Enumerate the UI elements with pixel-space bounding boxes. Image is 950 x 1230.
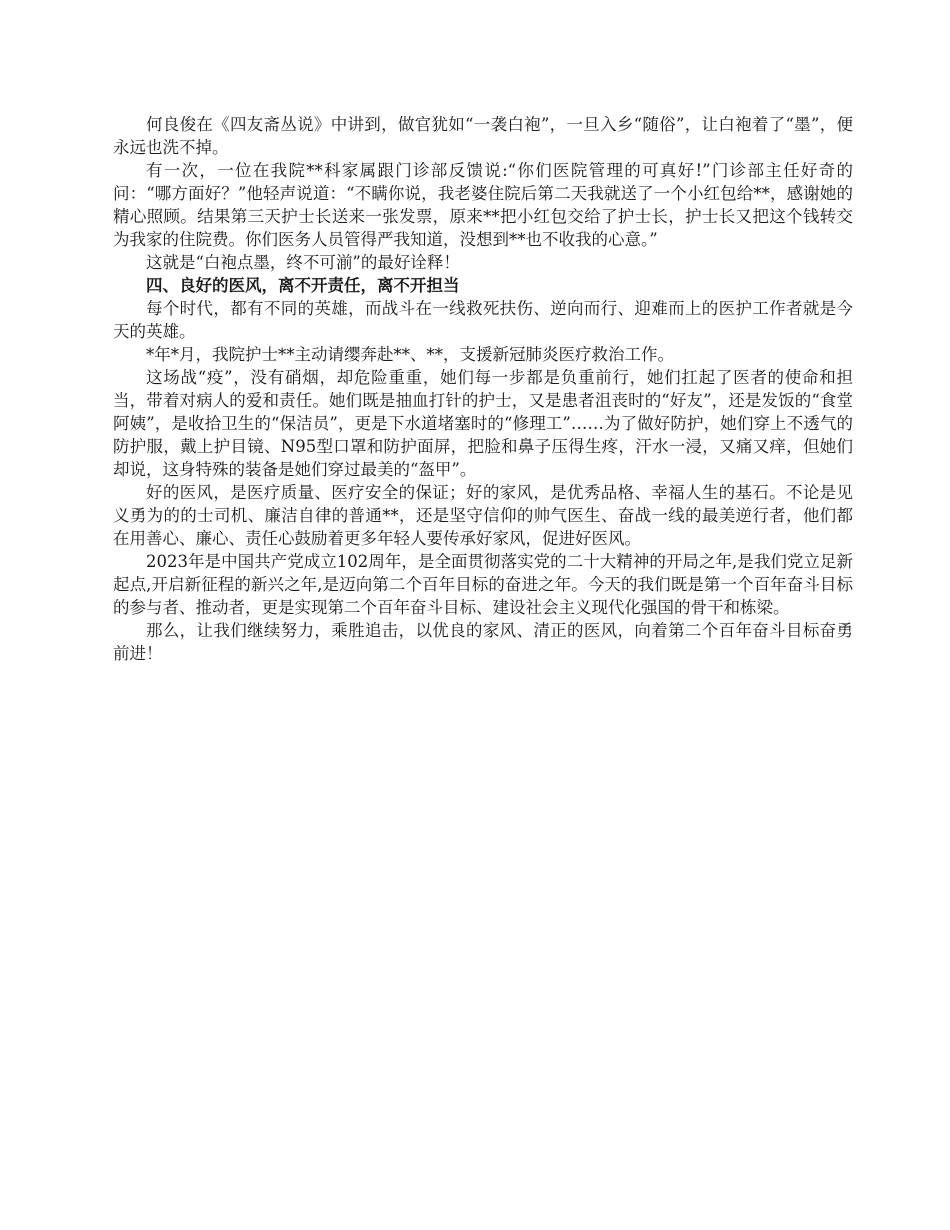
paragraph-heroes: 每个时代，都有不同的英雄，而战斗在一线救死扶伤、逆向而行、迎难而上的医护工作者就是今天的英雄。 xyxy=(113,299,853,341)
document-body xyxy=(113,113,853,665)
paragraph-anniversary: 2023年是中国共产党成立102周年，是全面贯彻落实党的二十大精神的开局之年,是我们党立足新起点,开启新征程的新兴之年,是迈向第二个百年目标的奋进之年。今天的我们既是第一个百年奋斗目标的参与者、推动者，更是实现第二个百年奋斗目标、建设社会主义现代化强国的骨干和栋梁。 xyxy=(113,552,853,617)
paragraph-patient-feedback: 有一次，一位在我院**科家属跟门诊部反馈说:“你们医院管理的可真好!”门诊部主任好奇的问：“哪方面好？”他轻声说道：“不瞒你说，我老婆住院后第二天我就送了一个小红包给**，感谢她的精心照顾。结果第三天护士长送来一张发票，原来**把小红包交给了护士长，护士长又把这个钱转交为我家的住院费。你们医务人员管得严我知道，没想到**也不收我的心意。” xyxy=(113,161,853,249)
paragraph-volunteer: *年*月，我院护士**主动请缨奔赴**、**，支援新冠肺炎医疗救治工作。 xyxy=(146,345,674,364)
paragraph-battle: 这场战“疫”，没有硝烟，却危险重重，她们每一步都是负重前行，她们扛起了医者的使命和担当，带着对病人的爱和责任。她们既是抽血打针的护士，又是患者沮丧时的“好友”，还是发饭的“食堂阿姨”，是收拾卫生的“保洁员”，更是下水道堵塞时的“修理工”……为了做好防护，她们穿上不透气的防护服，戴上护目镜、N95型口罩和防护面屏，把脸和鼻子压得生疼，汗水一浸，又痛又痒，但她们却说，这身特殊的装备是她们穿过最美的“盔甲”。 xyxy=(113,368,853,479)
paragraph-interpretation: 这就是“白袍点墨，终不可湔”的最好诠释！ xyxy=(146,253,460,272)
paragraph-conclusion: 那么，让我们继续努力，乘胜追击，以优良的家风、清正的医风，向着第二个百年奋斗目标奋勇前进！ xyxy=(113,621,853,663)
section-heading: 四、良好的医风，离不开责任，离不开担当 xyxy=(146,276,460,295)
paragraph-quote-anecdote: 何良俊在《四友斋丛说》中讲到，做官犹如“一袭白袍”，一旦入乡“随俗”，让白袍着了“墨”，便永远也洗不掉。 xyxy=(113,115,853,157)
paragraph-good-style: 好的医风，是医疗质量、医疗安全的保证；好的家风，是优秀品格、幸福人生的基石。不论是见义勇为的的士司机、廉洁自律的普通**，还是坚守信仰的帅气医生、奋战一线的最美逆行者，他们都在用善心、廉心、责任心鼓励着更多年轻人要传承好家风，促进好医风。 xyxy=(113,483,853,548)
